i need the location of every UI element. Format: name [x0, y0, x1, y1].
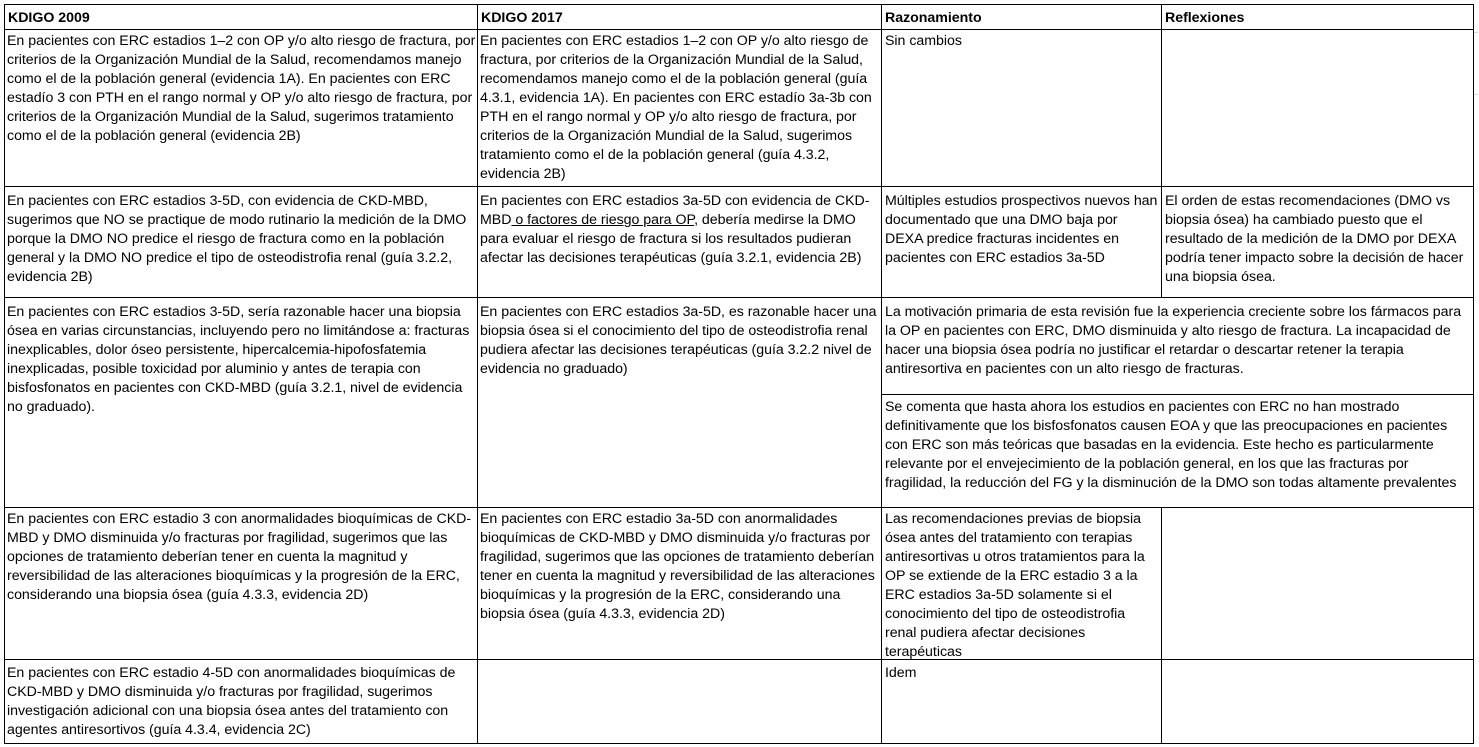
header-kdigo-2009: KDIGO 2009	[8, 10, 90, 26]
underlined-text: o factores de riesgo para OP	[511, 212, 695, 228]
header-kdigo-2017: KDIGO 2017	[481, 10, 563, 26]
header-razonamiento: Razonamiento	[885, 10, 982, 26]
table-cell: Las recomendaciones previas de biopsia ósea antes del tratamiento con terapias antiresortivas u otros tratamientos para la OP se extiende de la ERC estadio 3 a la ERC estadios 3a-5D solamente si el conocimiento del tipo de osteodistrofia renal pudiera afectar decisiones terapéuticas	[885, 511, 1145, 660]
table-cell: En pacientes con ERC estadio 4-5D con anormalidades bioquímicas de CKD-MBD y DMO disminuida y/o fracturas por fragilidad, sugerimos investigación adicional con una biopsia ósea antes del tratamiento con agentes antiresortivos (guía 4.3.4, evidencia 2C)	[7, 665, 456, 738]
column-divider	[881, 4, 882, 744]
row-divider	[4, 659, 1474, 660]
cell-text: , debería medirse la DMO para evaluar el riesgo de fractura si los resultados pudieran afectar las decisiones terapéuticas (guía 3.2.1, evidencia 2B)	[480, 212, 862, 266]
column-divider	[1161, 4, 1162, 298]
table-border	[1473, 4, 1474, 744]
row-divider	[4, 297, 1474, 298]
table-cell: Múltiples estudios prospectivos nuevos han documentado que una DMO baja por DEXA predice fracturas incidentes en pacientes con ERC estadios 3a-5D	[885, 193, 1158, 266]
grid-extension	[1474, 94, 1478, 95]
table-cell-merged: La motivación primaria de esta revisión fue la experiencia creciente sobre los fármacos para la OP en pacientes con ERC, DMO disminuida y alto riesgo de fractura. La incapacidad de hacer una biopsia ósea podría no justificar el retardar o descartar retener la terapia antiresortiva en pacientes con un alto riesgo de fracturas.	[885, 304, 1462, 377]
table-cell: En pacientes con ERC estadios 3-5D, sería razonable hacer una biopsia ósea en varias circunstancias, incluyendo pero no limitándose a: fracturas inexplicables, dolor óseo persistente, hipercalcemia-hipofosfatemia inexplicadas, posible toxicidad por aluminio y antes de terapia con bisfosfonatos en pacientes con CKD-MBD (guía 3.2.1, nivel de evidencia no graduado).	[7, 304, 470, 415]
grid-extension	[1474, 32, 1478, 33]
row-divider	[4, 186, 1474, 187]
column-divider	[477, 4, 478, 744]
table-cell: En pacientes con ERC estadios 1–2 con OP y/o alto riesgo de fractura, por criterios de la Organización Mundial de la Salud, recomendamos manejo como el de la población general (guía 4.3.1, evidencia 1A). En pacientes con ERC estadío 3a-3b con PTH en el rango normal y OP y/o alto riesgo de fractura, por criterios de la Organización Mundial de la Salud, sugerimos tratamiento como el de la población general (guía 4.3.2, evidencia 2B)	[480, 33, 872, 182]
table-border	[4, 4, 1474, 5]
table-cell: El orden de estas recomendaciones (DMO vs biopsia ósea) ha cambiado puesto que el resultado de la medición de la DMO por DEXA podría tener impacto sobre la decisión de hacer una biopsia ósea.	[1165, 193, 1464, 285]
table-cell: Idem	[885, 665, 917, 681]
table-border	[4, 743, 1474, 744]
table-cell: En pacientes con ERC estadios 3-5D, con evidencia de CKD-MBD, sugerimos que NO se practique de modo rutinario la medición de la DMO porque la DMO NO predice el riesgo de fractura como en la población general y la DMO NO predice el tipo de osteodistrofia renal (guía 3.2.2, evidencia 2B)	[7, 193, 467, 285]
table-cell-merged: Se comenta que hasta ahora los estudios en pacientes con ERC no han mostrado definitivamente que los bisfosfonatos causen EOA y que las preocupaciones en pacientes con ERC son más teóricas que basadas en la evidencia. Este hecho es particularmente relevante por el envejecimiento de la población general, en los que las fracturas por fragilidad, la reducción del FG y la disminución de la DMO son todas altamente prevalentes	[885, 399, 1457, 491]
table-cell: En pacientes con ERC estadio 3 con anormalidades bioquímicas de CKD-MBD y DMO disminuida y/o fracturas por fragilidad, sugerimos que las opciones de tratamiento deberían tener en cuenta la magnitud y reversibilidad de las alteraciones bioquímicas y la progresión de la ERC, considerando una biopsia ósea (guía 4.3.3, evidencia 2D)	[7, 511, 472, 603]
row-divider	[882, 394, 1474, 395]
row-divider	[4, 29, 1474, 30]
header-reflexiones: Reflexiones	[1165, 10, 1245, 26]
table-cell: Sin cambios	[885, 33, 962, 49]
row-divider	[4, 507, 1474, 508]
table-cell: En pacientes con ERC estadios 1–2 con OP y/o alto riesgo de fractura, por criterios de la Organización Mundial de la Salud, recomendamos manejo como el de la población general (evidencia 1A). En pacientes con ERC estadío 3 con PTH en el rango normal y OP y/o alto riesgo de fractura, por criterios de la Organización Mundial de la Salud, sugerimos tratamiento como el de la población general (evidencia 2B)	[7, 33, 476, 144]
table-cell	[480, 192, 880, 268]
column-divider	[1161, 507, 1162, 744]
cell-text: En pacientes con ERC estadios 3a-5D con evidencia de CKD-MBD	[480, 193, 870, 228]
table-border	[4, 4, 5, 744]
table-cell: En pacientes con ERC estadio 3a-5D con anormalidades bioquímicas de CKD-MBD y DMO disminuida y/o fracturas por fragilidad, sugerimos que las opciones de tratamiento deberían tener en cuenta la magnitud y reversibilidad de las alteraciones bioquímicas y la progresión de la ERC, considerando una biopsia ósea (guía 4.3.3, evidencia 2D)	[480, 511, 875, 622]
table-cell: En pacientes con ERC estadios 3a-5D, es razonable hacer una biopsia ósea si el conocimiento del tipo de osteodistrofia renal pudiera afectar las decisiones terapéuticas (guía 3.2.2 nivel de evidencia no graduado)	[480, 304, 877, 377]
comparison-table	[4, 4, 1478, 744]
